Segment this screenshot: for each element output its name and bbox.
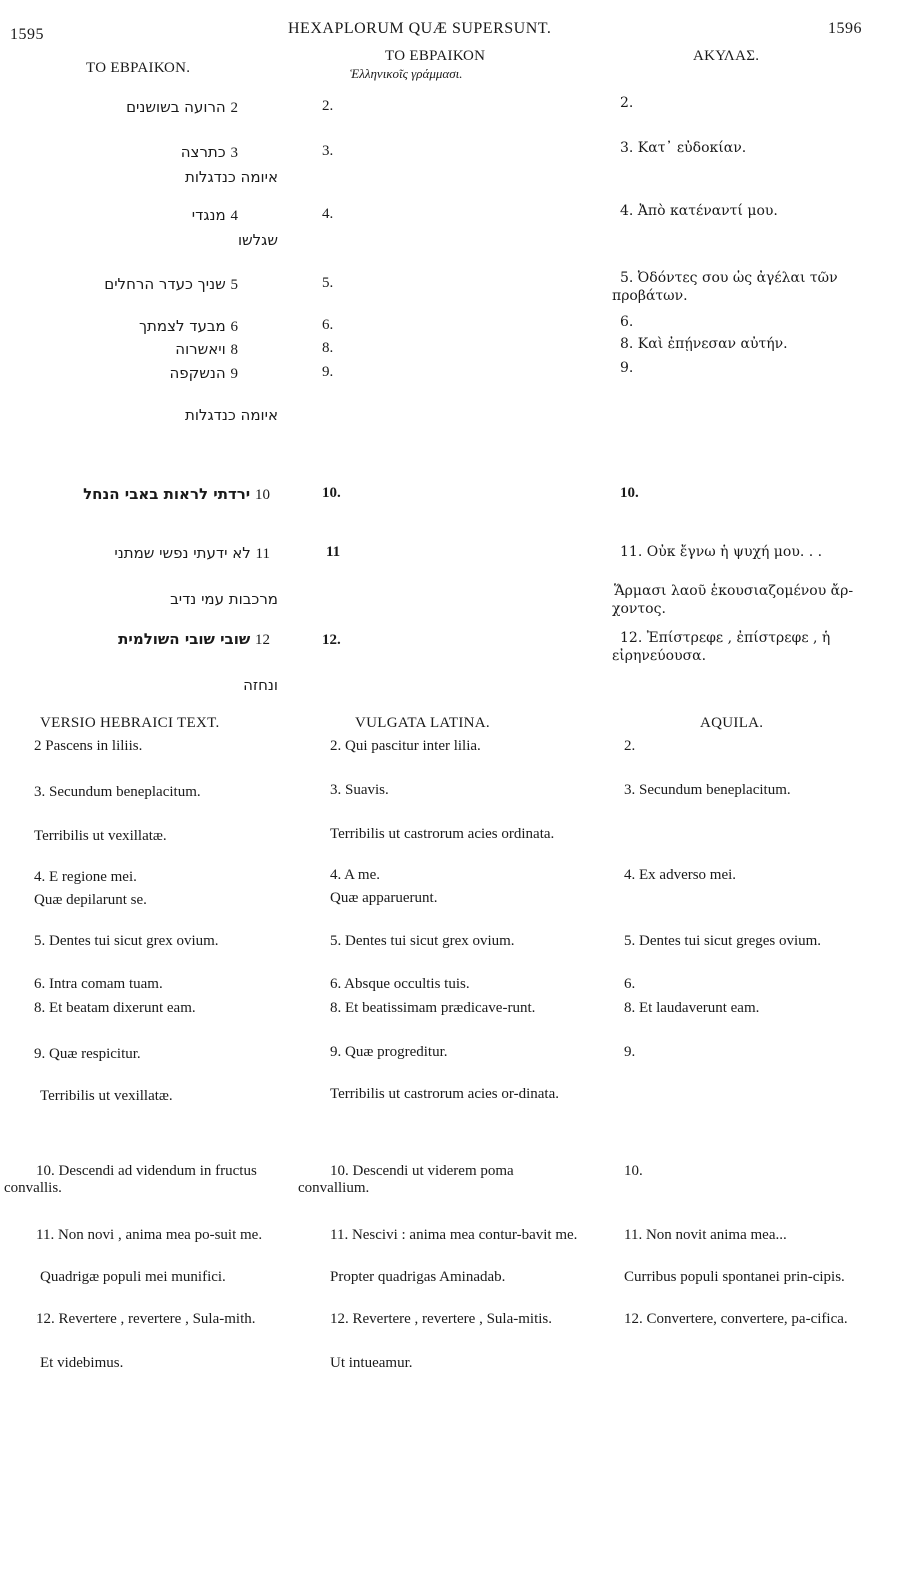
latin-text: 10. Descendi ad videndum in fructus convallis.: [4, 1163, 257, 1196]
vulgata-text: 6. Absque occultis tuis.: [330, 976, 470, 992]
latin-text: 3. Secundum beneplacitum.: [34, 784, 201, 800]
hebrew-text: הנשקפה: [169, 364, 226, 382]
aquila-greek-text: 11. Οὐκ ἔγνω ἡ ψυχή μου. . .: [620, 544, 823, 560]
hebrew-line: [104, 275, 238, 294]
aquila-latin-text: Curribus populi spontanei prin-cipis.: [624, 1269, 845, 1285]
verse-marker: 10.: [322, 485, 341, 501]
verse-marker: 6.: [322, 317, 334, 333]
hebrew-line: [181, 143, 238, 162]
hebrew-line: [192, 206, 238, 225]
aquila-greek-text: 8. Καὶ ἐπῄνεσαν αὐτήν.: [620, 336, 788, 352]
verse-number: 10: [255, 487, 270, 503]
verse-marker: 4.: [322, 206, 334, 222]
verse-marker: 5.: [322, 275, 334, 291]
hebrew-text: ויאשרוה: [175, 340, 226, 358]
latin-text: 12. Revertere , revertere , Sula-mith.: [36, 1311, 256, 1327]
aquila-latin-text: 12. Convertere, convertere, pa-cifica.: [624, 1311, 848, 1327]
aquila-latin-text: 3. Secundum beneplacitum.: [624, 782, 791, 798]
hebrew-line: [139, 317, 238, 336]
hebrew-line: איומה כנדגלות: [184, 406, 278, 424]
aquila-greek-text: 5. Ὀδόντες σου ὡς ἀγέλαι τῶν: [620, 270, 838, 286]
latin-text: Terribilis ut vexillatæ.: [34, 828, 167, 844]
vulgata-text: Ut intueamur.: [330, 1355, 413, 1371]
vulgata-text: Terribilis ut castrorum acies or-dinata.: [330, 1086, 559, 1102]
running-title: HEXAPLORUM QUÆ SUPERSUNT.: [288, 20, 552, 37]
hebrew-line: ונחזה: [243, 676, 278, 694]
verse-number: 2: [230, 100, 238, 116]
aquila-latin-text: 10.: [624, 1163, 643, 1179]
vulgata-text: 9. Quæ progreditur.: [330, 1044, 448, 1060]
verse-marker: 9.: [322, 364, 334, 380]
hebrew-text: ירדתי לראות באבי הנחל: [83, 485, 251, 503]
hebrew-line: מרכבות עמי נדיב: [170, 590, 278, 608]
latin-text: 11. Non novi , anima mea po-suit me.: [36, 1227, 263, 1243]
page-number-left: 1595: [10, 26, 44, 43]
verse-marker: 2.: [322, 98, 334, 114]
hebrew-line: איומה כנדגלות: [184, 168, 278, 186]
verse-marker: 8.: [322, 340, 334, 356]
vulgata-text: 12. Revertere , revertere , Sula-mitis.: [330, 1311, 552, 1327]
aquila-latin-text: 2.: [624, 738, 636, 754]
vulgata-text: 10. Descendi ut viderem poma convallium.: [298, 1163, 514, 1196]
hebrew-line: שגלשו: [237, 231, 278, 249]
hebrew-line: [175, 340, 238, 359]
latin-text: 8. Et beatam dixerunt eam.: [34, 1000, 196, 1016]
vulgata-text: 2. Qui pascitur inter lilia.: [330, 738, 481, 754]
column-title-aquila-greek: ΑΚΥΛΑΣ.: [693, 48, 760, 64]
latin-text: Quæ depilarunt se.: [34, 892, 147, 908]
hebrew-text: שניך כעדר הרחלים: [104, 275, 226, 293]
latin-text: Et videbimus.: [40, 1355, 124, 1371]
vulgata-text: 8. Et beatissimam prædicave-runt.: [330, 1000, 536, 1016]
column-title-aquila-latin: AQUILA.: [700, 715, 764, 731]
vulgata-text: 3. Suavis.: [330, 782, 389, 798]
verse-marker: 3.: [322, 143, 334, 159]
verse-number: 4: [230, 208, 238, 224]
hebrew-line: [114, 544, 270, 563]
aquila-greek-text: 9.: [620, 360, 634, 376]
aquila-greek-text: εἰρηνεύουσα.: [612, 648, 707, 664]
aquila-latin-text: 6.: [624, 976, 636, 992]
hebrew-line: [126, 98, 238, 117]
vulgata-text: 5. Dentes tui sicut grex ovium.: [330, 933, 515, 949]
aquila-greek-text: 2.: [620, 95, 634, 111]
aquila-latin-text: 8. Et laudaverunt eam.: [624, 1000, 760, 1016]
aquila-greek-text: 4. Ἀπὸ κατέναντί μου.: [620, 203, 778, 219]
hebrew-text: מנגדי: [191, 206, 226, 224]
vulgata-text: Quæ apparuerunt.: [330, 890, 438, 906]
latin-text: 5. Dentes tui sicut grex ovium.: [34, 933, 219, 949]
latin-text: 2 Pascens in liliis.: [34, 738, 143, 754]
verse-number: 6: [230, 319, 238, 335]
aquila-latin-text: 9.: [624, 1044, 636, 1060]
verse-number: 9: [230, 366, 238, 382]
aquila-greek-text: χοντος.: [612, 601, 666, 617]
verse-marker: 11: [326, 544, 341, 560]
hebrew-text: הרועה בשושנים: [126, 98, 226, 116]
hebrew-line: [169, 364, 238, 383]
verse-number: 12: [255, 632, 270, 648]
aquila-latin-text: 5. Dentes tui sicut greges ovium.: [624, 933, 822, 949]
hebrew-text: כתרצה: [180, 143, 226, 161]
column-title-versio-hebraici: VERSIO HEBRAICI TEXT.: [40, 715, 220, 731]
vulgata-text: Terribilis ut castrorum acies ordinata.: [330, 826, 555, 842]
hebrew-line: [118, 630, 270, 649]
column-title-hebrew: ΤΟ ΕΒΡΑΙΚΟΝ.: [86, 60, 191, 76]
aquila-greek-text: 12. Ἐπίστρεφε , ἐπίστρεφε , ἡ: [620, 630, 831, 646]
latin-text: 6. Intra comam tuam.: [34, 976, 163, 992]
vulgata-text: 4. A me.: [330, 867, 381, 883]
column-subtitle: Ἑλληνικοῖς γράμμασι.: [350, 66, 463, 81]
latin-text: Terribilis ut vexillatæ.: [40, 1088, 173, 1104]
verse-marker: 12.: [322, 632, 341, 648]
verse-number: 5: [230, 277, 238, 293]
hebrew-text: מבעד לצמתך: [138, 317, 226, 335]
aquila-latin-text: 11. Non novit anima mea...: [624, 1227, 787, 1243]
verse-number: 11: [255, 546, 270, 562]
hebrew-text: לא ידעתי נפשי שמתני: [114, 544, 251, 562]
verse-number: 3: [230, 145, 238, 161]
aquila-latin-text: 4. Ex adverso mei.: [624, 867, 737, 883]
vulgata-text: 11. Nescivi : anima mea contur-bavit me.: [330, 1227, 578, 1243]
latin-text: 4. E regione mei.: [34, 869, 137, 885]
hebrew-line: [83, 485, 270, 504]
aquila-greek-text: 6.: [620, 314, 634, 330]
latin-text: 9. Quæ respicitur.: [34, 1046, 141, 1062]
aquila-greek-text: 3. Κατ᾽ εὐδοκίαν.: [620, 140, 747, 156]
column-title-vulgata: VULGATA LATINA.: [355, 715, 490, 731]
vulgata-text: Propter quadrigas Aminadab.: [330, 1269, 506, 1285]
page-number-right: 1596: [828, 20, 862, 37]
aquila-greek-text: προβάτων.: [612, 288, 688, 304]
latin-text: Quadrigæ populi mei munifici.: [40, 1269, 226, 1285]
column-title-hebrew-greek-letters: ΤΟ ΕΒΡΑΙΚΟΝ: [385, 48, 486, 64]
aquila-greek-text: Ἅρμασι λαοῦ ἑκουσιαζομένου ἄρ-: [614, 583, 854, 599]
hebrew-text: שובי שובי השולמית: [118, 630, 251, 648]
aquila-greek-text: 10.: [620, 485, 639, 501]
verse-number: 8: [230, 342, 238, 358]
